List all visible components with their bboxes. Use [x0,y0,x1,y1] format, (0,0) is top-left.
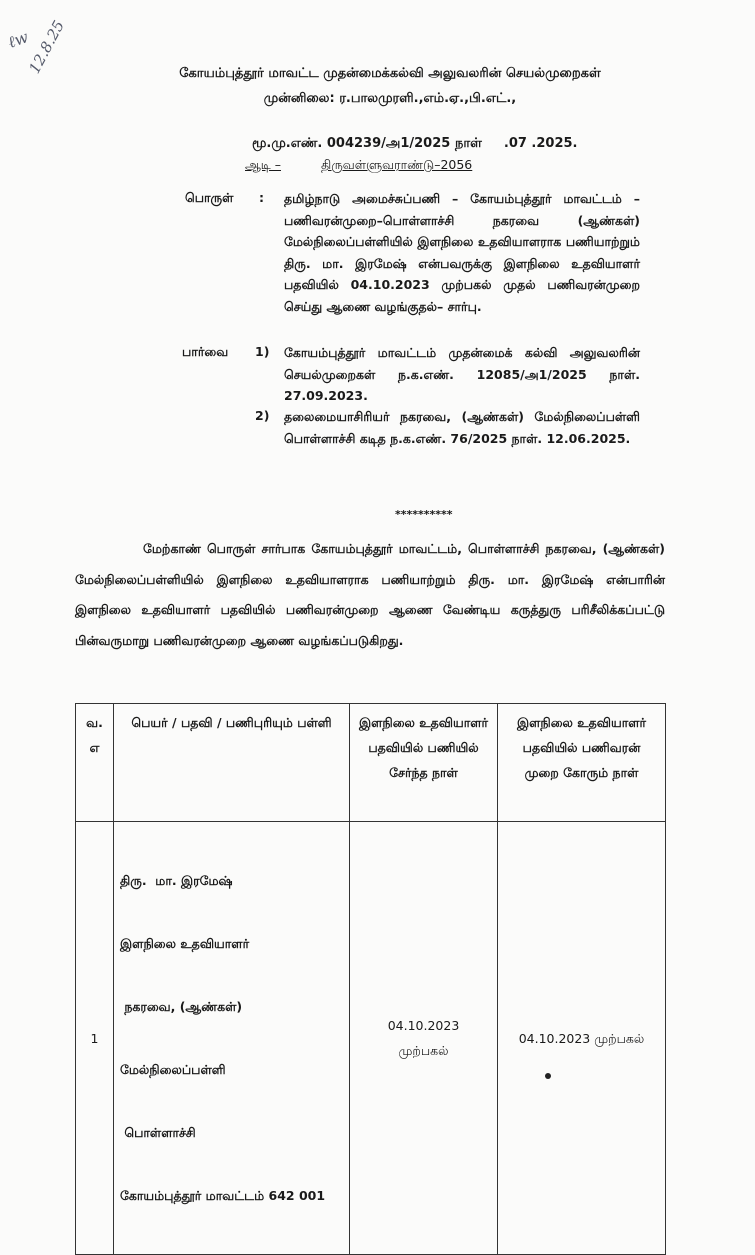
subject-text: தமிழ்நாடு அமைச்சுப்பணி – கோயம்புத்தூர் மாவட்டம் –பணிவரன்முறை–பொள்ளாச்சி நகரவை (ஆண்கள்) மேல்நிலைப்பள்ளியில் இளநிலை உதவியாளராக பணியாற்றும் திரு. மா. இரமேஷ் என்பவருக்கு இளநிலை உதவியாளர் பதவியில் 04.10.2023 முற்பகல் முதல் பணிவரன்முறை செய்து ஆணை வழங்குதல்– சார்பு. [284,191,640,314]
header-regularization-date: இளநிலை உதவியாளர் பதவியில் பணிவரன் முறை கோரும் நாள் [498,704,666,822]
name-line: கோயம்புத்தூர் மாவட்டம் 642 001 [120,1188,326,1203]
name-line: இளநிலை உதவியாளர் [120,936,250,951]
reference-number: மூ.மு.எண். 004239/அ1/2025 [252,136,451,151]
table-header-row [76,704,666,822]
name-line: பொள்ளாச்சி [120,1125,196,1140]
regularization-table [75,703,666,1255]
tamil-month: ஆடி – [245,157,281,172]
tamil-calendar-line [245,157,472,174]
cell-joined-date: 04.10.2023 முற்பகல் [350,822,498,1255]
cell-serial: 1 [76,822,114,1255]
cell-regularization-date: 04.10.2023 முற்பகல் [498,822,666,1255]
subject-label: பொருள் [185,190,234,205]
references-label: பார்வை [182,344,229,359]
handwritten-initials: ℓw [5,27,31,52]
header-joined-date: இளநிலை உதவியாளர் பதவியில் பணியில் சேர்ந்த நாள் [350,704,498,822]
handwritten-date: 12.8.25 [25,17,69,77]
reference-1-number: 1) [255,344,270,359]
cell-name [114,822,350,1255]
header-serial: வ. எ [76,704,114,822]
subject-colon: : [259,190,264,205]
reference-1-text: கோயம்புத்தூர் மாவட்டம் முதன்மைக் கல்வி அலுவலரின் செயல்முறைகள் ந.க.எண். 12085/அ1/2025 நாள். 27.09.2023. [284,345,640,404]
table-row [76,822,666,1255]
document-date [455,136,600,152]
scan-mark [545,1073,551,1079]
date-label: நாள் [455,136,482,151]
name-line: நகரவை, (ஆண்கள்) [120,999,243,1014]
reference-2-number: 2) [255,408,270,423]
office-title: கோயம்புத்தூர் மாவட்ட முதன்மைக்கல்வி அலுவலரின் செயல்முறைகள் [179,66,601,81]
tamil-year: திருவள்ளுவராண்டு–2056 [320,157,473,172]
presence-line: முன்னிலை: ர.பாலமுரளி.,எம்.ஏ.,பி.எட்., [263,91,517,106]
header-name: பெயர் / பதவி / பணிபுரியும் பள்ளி [114,704,350,822]
date-value: .07 .2025. [503,136,578,151]
body-paragraph: மேற்காண் பொருள் சார்பாக கோயம்புத்தூர் மாவட்டம், பொள்ளாச்சி நகரவை, (ஆண்கள்) மேல்நிலைப்பள்ளியில் இளநிலை உதவியாளராக பணியாற்றும் திரு. மா. இரமேஷ் என்பாரின் இளநிலை உதவியாளர் பதவியில் பணிவரன்முறை ஆணை வேண்டிய கருத்துரு பரிசீலிக்கப்பட்டு பின்வருமாறு பணிவரன்முறை ஆணை வழங்கப்படுகிறது. [75,541,665,648]
name-line: மேல்நிலைப்பள்ளி [120,1062,226,1077]
reference-2-text: தலைமையாசிரியர் நகரவை, (ஆண்கள்) மேல்நிலைப்பள்ளி பொள்ளாச்சி கடித ந.க.எண். 76/2025 நாள். 12.06.2025. [284,409,640,446]
name-line: திரு. மா. இரமேஷ் [120,873,233,888]
separator-stars: ********** [395,508,453,521]
